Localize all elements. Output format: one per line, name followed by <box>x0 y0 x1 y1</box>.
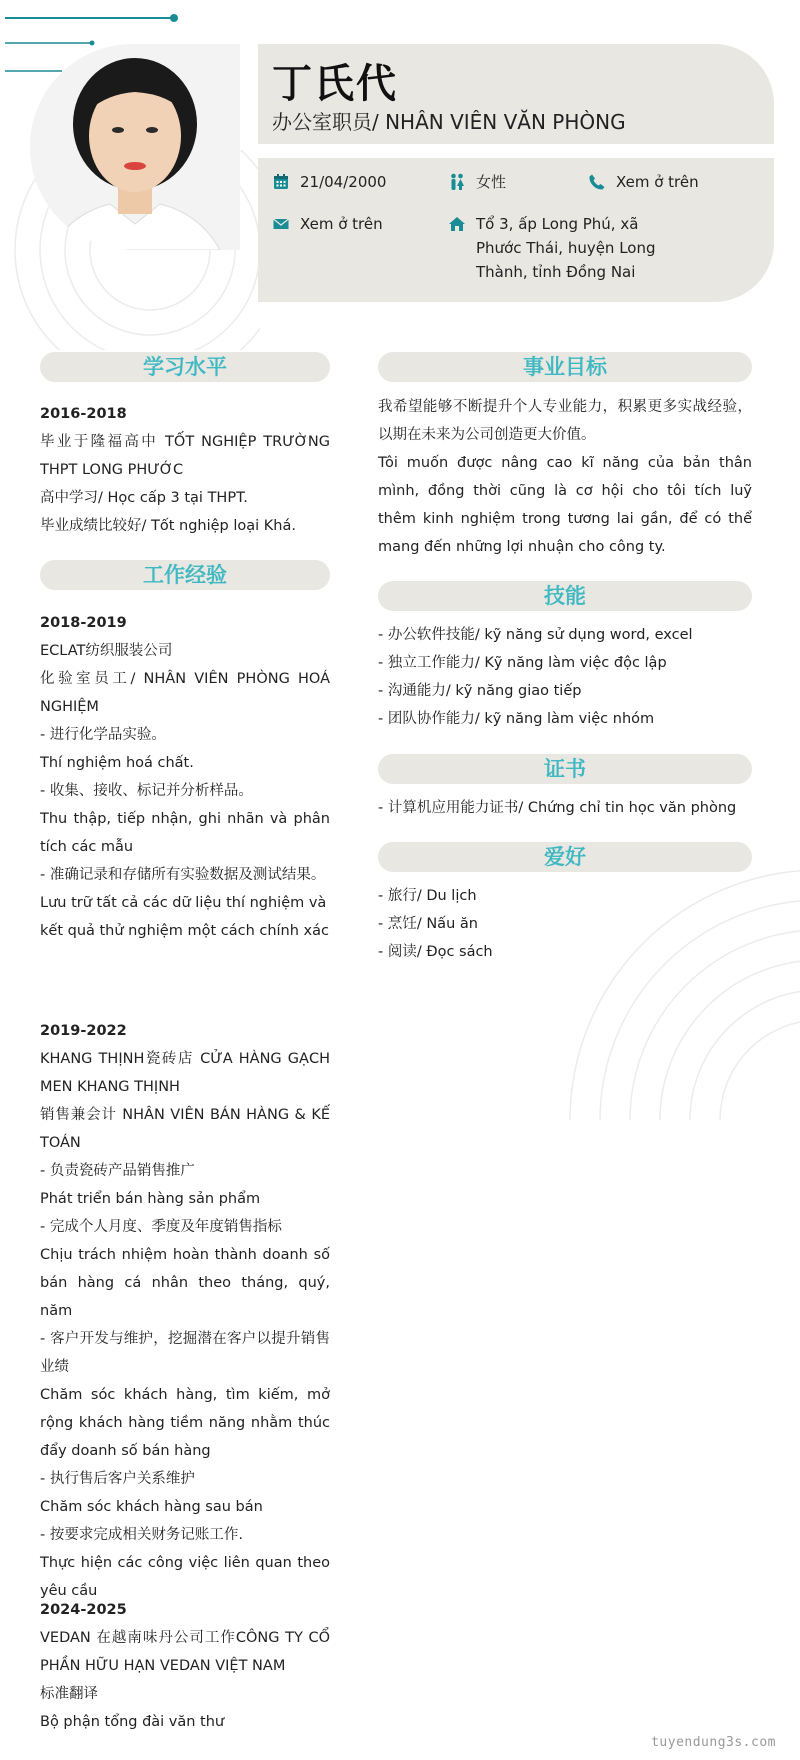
objective-content <box>378 393 752 561</box>
gender-value: 女性 <box>476 173 507 191</box>
job-line: 化验室员工/ NHÂN VIÊN PHÒNG HOÁ NGHIỆM <box>40 671 330 715</box>
objective-heading: 事业目标 <box>378 352 752 382</box>
home-icon <box>448 215 466 233</box>
experience-heading: 工作经验 <box>40 560 330 590</box>
education-content <box>40 400 330 540</box>
hobbies-heading: 爱好 <box>378 842 752 872</box>
hobbies-list <box>378 882 752 966</box>
education-year: 2016-2018 <box>40 406 127 422</box>
hobby-item: - 阅读/ Đọc sách <box>378 944 493 960</box>
skills-list <box>378 621 752 733</box>
job-line: - 准确记录和存储所有实验数据及测试结果。 <box>40 867 326 883</box>
job-line: Chăm sóc khách hàng sau bán <box>40 1499 263 1515</box>
job-line: Thí nghiệm hoá chất. <box>40 755 194 771</box>
job-line: - 按要求完成相关财务记账工作. <box>40 1527 243 1543</box>
certificate-item: - 计算机应用能力证书/ Chứng chỉ tin học văn phòng <box>378 800 737 816</box>
job-line: Chịu trách nhiệm hoàn thành doanh số bán hàng cá nhân theo tháng, quý, năm <box>40 1247 330 1319</box>
phone-value: Xem ở trên <box>616 173 699 191</box>
education-line: 毕业于隆福高中 TỐT NGHIỆP TRƯỜNG THPT LONG PHƯỚC <box>40 434 330 478</box>
job-line: 标准翻译 <box>40 1686 98 1702</box>
objective-line: Tôi muốn được nâng cao kĩ năng của bản thân mình, đồng thời cũng là cơ hội cho tôi tích luỹ thêm kinh nghiệm trong tương lai gần, để có thể mang đến những lợi nhuận cho công ty. <box>378 455 752 555</box>
job-line: Lưu trữ tất cả các dữ liệu thí nghiệm và kết quả thử nghiệm một cách chính xác <box>40 895 329 939</box>
job-line: VEDAN 在越南味丹公司工作CÔNG TY CỔ PHẦN HỮU HẠN VEDAN VIỆT NAM <box>40 1630 330 1674</box>
job-line: - 进行化学品实验。 <box>40 727 166 743</box>
education-heading: 学习水平 <box>40 352 330 382</box>
candidate-name: 丁氏代 <box>272 61 398 107</box>
gender-icon <box>448 173 466 191</box>
job-title: 办公室职员/ NHÂN VIÊN VĂN PHÒNG <box>272 110 626 134</box>
address-value: Tổ 3, ấp Long Phú, xã Phước Thái, huyện Long Thành, tỉnh Đồng Nai <box>476 215 656 281</box>
job-line: Thu thập, tiếp nhận, ghi nhãn và phân tích các mẫu <box>40 811 330 855</box>
objective-line: 我希望能够不断提升个人专业能力，积累更多实战经验，以期在未来为公司创造更大价值。 <box>378 399 752 443</box>
address-item <box>448 212 678 284</box>
skill-item: - 办公软件技能/ kỹ năng sử dụng word, excel <box>378 627 693 643</box>
calendar-icon <box>272 173 290 191</box>
skills-heading: 技能 <box>378 581 752 611</box>
skill-item: - 沟通能力/ kỹ năng giao tiếp <box>378 683 582 699</box>
skill-item: - 独立工作能力/ Kỹ năng làm việc độc lập <box>378 655 667 671</box>
job-line: Chăm sóc khách hàng, tìm kiếm, mở rộng khách hàng tiềm năng nhằm thúc đẩy doanh số bán hàng <box>40 1387 330 1459</box>
email-icon <box>272 215 290 233</box>
job-line: ECLAT纺织服装公司 <box>40 643 173 659</box>
watermark: tuyendung3s.com <box>651 1735 776 1750</box>
contact-info-panel <box>258 158 774 302</box>
job-line: KHANG THỊNH瓷砖店 CỬA HÀNG GẠCH MEN KHANG THỊNH <box>40 1051 330 1095</box>
experience-job-3 <box>40 1596 330 1736</box>
job-line: 销售兼会计 NHÂN VIÊN BÁN HÀNG & KẾ TOÁN <box>40 1107 330 1151</box>
phone-icon <box>588 173 606 191</box>
education-line: 毕业成绩比较好/ Tốt nghiệp loại Khá. <box>40 518 296 534</box>
job-line: - 完成个人月度、季度及年度销售指标 <box>40 1219 282 1235</box>
certificates-heading: 证书 <box>378 754 752 784</box>
job-line: - 收集、接收、标记并分析样品。 <box>40 783 253 799</box>
experience-job-1 <box>40 609 330 945</box>
job-year: 2024-2025 <box>40 1602 127 1618</box>
job-line: Phát triển bán hàng sản phẩm <box>40 1191 261 1207</box>
job-line: Bộ phận tổng đài văn thư <box>40 1714 225 1730</box>
job-line: - 负责瓷砖产品销售推广 <box>40 1163 195 1179</box>
job-year: 2018-2019 <box>40 615 127 631</box>
profile-photo <box>30 44 240 250</box>
job-line: - 客户开发与维护，挖掘潜在客户以提升销售业绩 <box>40 1331 330 1375</box>
hobby-item: - 烹饪/ Nấu ăn <box>378 916 478 932</box>
job-year: 2019-2022 <box>40 1023 127 1039</box>
phone-item <box>588 170 699 194</box>
header-name-panel <box>258 44 774 144</box>
job-line: Thực hiện các công việc liên quan theo yêu cầu <box>40 1555 330 1599</box>
birthday-item <box>272 170 386 194</box>
job-line: - 执行售后客户关系维护 <box>40 1471 195 1487</box>
education-line: 高中学习/ Học cấp 3 tại THPT. <box>40 490 248 506</box>
email-item <box>272 212 383 236</box>
experience-job-2 <box>40 1017 330 1605</box>
certificates-list <box>378 794 752 822</box>
email-value: Xem ở trên <box>300 215 383 233</box>
birthday-value: 21/04/2000 <box>300 173 387 191</box>
gender-item <box>448 170 506 194</box>
skill-item: - 团队协作能力/ kỹ năng làm việc nhóm <box>378 711 655 727</box>
hobby-item: - 旅行/ Du lịch <box>378 888 477 904</box>
